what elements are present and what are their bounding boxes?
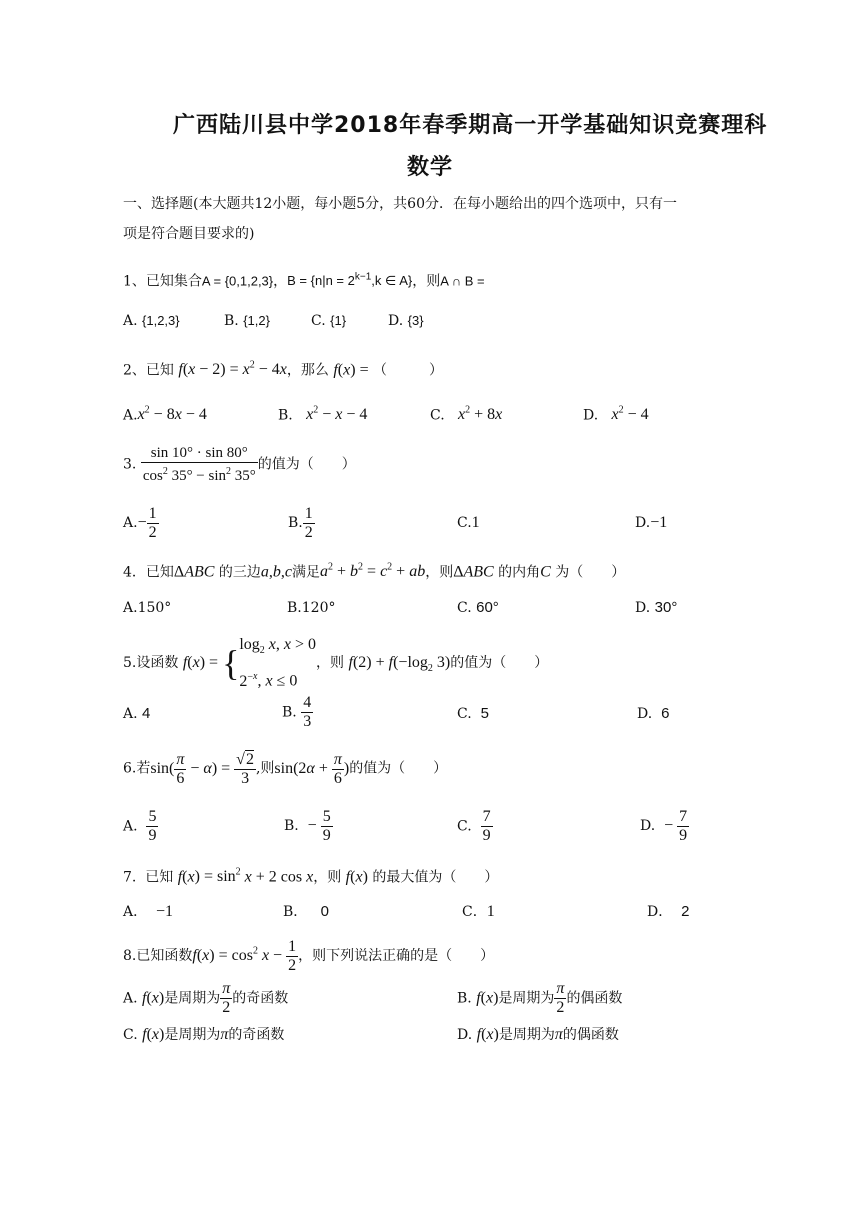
- answer-blank: （ ）: [373, 362, 444, 379]
- option-label: A．: [123, 904, 148, 920]
- option-label: C.: [123, 1027, 138, 1043]
- option-d[interactable]: [635, 600, 677, 616]
- option-text: 的偶函数: [562, 1027, 619, 1043]
- option-label: A.: [123, 407, 138, 424]
- option-b[interactable]: [283, 904, 329, 920]
- question-text: 的内角: [498, 564, 541, 581]
- option-math: $\frac{7}{9}$: [482, 808, 491, 844]
- question-5: [123, 632, 548, 695]
- option-math: $\frac{1}{2}$: [304, 505, 313, 541]
- option-label: B.: [457, 990, 472, 1007]
- option-d[interactable]: [388, 313, 424, 329]
- math-expr: $a^2 + b^2 = c^2$ + ab: [320, 562, 426, 581]
- option-text: 的奇函数: [232, 990, 289, 1007]
- question-number: 6.: [123, 760, 137, 777]
- option-d[interactable]: [647, 904, 689, 920]
- option-d[interactable]: [637, 706, 669, 722]
- option-a[interactable]: [123, 505, 159, 542]
- question-text: 已知: [145, 869, 174, 886]
- option-a[interactable]: [123, 600, 171, 616]
- question-text: ，则下列说法正确的是（ ）: [298, 948, 495, 965]
- option-text: 是周期为: [164, 1027, 221, 1043]
- question-7: [123, 865, 498, 885]
- question-number: 8.: [123, 948, 137, 965]
- option-label: B.: [288, 515, 303, 532]
- math-expr: a,b,c: [260, 563, 292, 581]
- option-b[interactable]: [224, 313, 270, 329]
- question-text: 已知: [145, 564, 174, 581]
- option-b[interactable]: [288, 505, 315, 542]
- option-text: 是周期为: [164, 990, 221, 1007]
- option-value: 6: [661, 705, 670, 722]
- option-value: 2: [681, 903, 690, 920]
- option-label: B.: [224, 313, 239, 329]
- option-math: −1: [650, 514, 668, 531]
- option-math: − $\frac{1}{2}$: [137, 505, 157, 541]
- math-expr: sin( $\frac{\pi}{6}$ − α) = $\frac{√2}{3}$: [150, 750, 254, 787]
- option-a[interactable]: [123, 808, 158, 845]
- option-label: A.: [123, 313, 138, 329]
- option-math: − $\frac{5}{9}$: [307, 808, 331, 844]
- option-math: $x^2 + 8x$: [458, 405, 503, 424]
- question-text: 满足: [292, 564, 320, 581]
- question-text: 已知集合: [145, 273, 202, 290]
- option-label: D.: [640, 818, 656, 835]
- question-number: 3.: [123, 456, 137, 473]
- option-d[interactable]: [640, 808, 689, 845]
- option-label: C．: [462, 904, 487, 920]
- question-text: 已知函数: [136, 948, 193, 965]
- option-value: 150°: [137, 600, 172, 616]
- question-6: [123, 750, 447, 788]
- option-label: B.: [282, 704, 297, 721]
- option-label: A.: [123, 515, 138, 532]
- option-math: $\frac{4}{3}$: [303, 694, 312, 730]
- option-b[interactable]: [457, 980, 622, 1017]
- option-text: 的奇函数: [228, 1027, 285, 1043]
- option-label: A.: [123, 600, 138, 616]
- option-c[interactable]: [457, 600, 499, 616]
- option-label: D．: [647, 904, 673, 920]
- option-label: A.: [123, 818, 138, 835]
- option-text: 是周期为: [498, 1027, 555, 1043]
- option-value: 60°: [476, 599, 499, 616]
- question-text: ，则: [313, 869, 342, 886]
- question-text: 若: [136, 760, 151, 777]
- question-number: 1、: [123, 273, 146, 290]
- option-b[interactable]: [287, 600, 335, 616]
- option-value: 1: [486, 903, 495, 920]
- page-title: 广西陆川县中学2018年春季期高一开学基础知识竞赛理科: [173, 113, 768, 138]
- set-b-tail: ,k ∈ A}: [371, 273, 413, 289]
- question-text: 的值为（ ）: [450, 654, 549, 671]
- page-subtitle: 数学: [407, 155, 454, 180]
- option-c[interactable]: [123, 1027, 284, 1043]
- math-expr: $f(2) + f(-\log_2$ 3): [348, 653, 451, 675]
- math-expr: $f(x) = \cos^2 x$ − $\frac{1}{2}$: [192, 938, 297, 974]
- math-expr: $f(x - 2) = x^2 - 4x$: [178, 360, 287, 379]
- option-math: f(x): [476, 1026, 499, 1043]
- option-value: 5: [480, 705, 489, 722]
- option-label: C.: [457, 600, 472, 616]
- option-value: 120°: [301, 600, 336, 616]
- option-a[interactable]: [123, 706, 150, 722]
- set-b: [287, 273, 412, 288]
- option-d[interactable]: [635, 515, 667, 531]
- option-label: C.: [457, 515, 472, 531]
- option-text: 是周期为: [498, 990, 555, 1007]
- separator: ，: [273, 273, 288, 290]
- option-c[interactable]: [457, 706, 489, 722]
- option-b[interactable]: [278, 403, 367, 423]
- option-math: π: [554, 1026, 563, 1043]
- option-label: C.: [311, 313, 326, 329]
- math-expr: f(x) =: [333, 361, 369, 379]
- math-piecewise: f(x) = { $\log_2 x$, x > 0 $2^{-x}$, x ≤ 0: [182, 636, 317, 690]
- section-instruction-line2: 项是符合题目要求的): [123, 226, 255, 242]
- intersection-expr: A ∩ B =: [440, 273, 485, 289]
- question-text: 的三边: [218, 564, 261, 581]
- question-number: 2、: [123, 362, 146, 379]
- option-label: A.: [123, 990, 138, 1007]
- set-b-exponent: k−1: [354, 272, 372, 283]
- option-label: B.: [287, 600, 302, 616]
- option-label: B.: [278, 407, 293, 424]
- question-text: ，则: [316, 654, 345, 671]
- option-math: $x^2 - 4$: [611, 405, 649, 424]
- option-value: {3}: [407, 313, 424, 328]
- option-label: C.: [457, 818, 472, 835]
- option-label: A.: [123, 706, 138, 722]
- option-value: {1,2}: [243, 313, 270, 328]
- option-d[interactable]: [457, 1027, 619, 1043]
- option-label: B.: [284, 818, 299, 835]
- option-math: $x^2 - x - 4$: [306, 405, 368, 424]
- question-4: [123, 560, 625, 580]
- option-math: $\frac{\pi}{2}$: [556, 980, 565, 1016]
- question-1: [123, 270, 485, 289]
- option-a[interactable]: [123, 313, 180, 329]
- question-text: ，那么: [286, 362, 329, 379]
- option-value: {1}: [330, 313, 347, 328]
- option-label: D.: [457, 1027, 473, 1043]
- math-expr: sin(2α + $\frac{\pi}{6}$ ): [274, 750, 350, 787]
- question-text: 已知: [145, 362, 174, 379]
- option-b[interactable]: [284, 808, 333, 845]
- math-expr: $f(x) = \sin^2 x + 2$ cos x: [177, 867, 314, 886]
- option-value: 4: [142, 705, 151, 722]
- option-b[interactable]: [282, 694, 313, 731]
- option-label: D.: [583, 407, 599, 424]
- option-c[interactable]: [311, 313, 346, 329]
- question-text: ，则: [425, 564, 454, 581]
- option-label: C.: [457, 706, 472, 722]
- set-b-head: B = {n|n = 2: [287, 273, 355, 289]
- section-instruction-line1: 一、选择题(本大题共12小题，每小题5分，共60分．在每小题给出的四个选项中，只有一: [123, 196, 677, 212]
- option-c[interactable]: [457, 515, 480, 531]
- option-label: B．: [283, 904, 308, 920]
- option-math: f(x): [142, 989, 165, 1007]
- option-value: −1: [156, 903, 174, 920]
- option-math: f(x): [142, 1026, 165, 1043]
- option-math: π: [220, 1026, 229, 1043]
- question-text: 设函数: [136, 654, 179, 671]
- question-text: 的最大值为（ ）: [372, 869, 499, 886]
- option-label: D.: [635, 600, 651, 616]
- option-math: $\frac{5}{9}$: [148, 808, 157, 844]
- option-text: 的偶函数: [566, 990, 623, 1007]
- question-number: 5.: [123, 654, 137, 671]
- option-c[interactable]: [430, 403, 502, 423]
- question-text: ，则: [412, 273, 441, 290]
- option-a[interactable]: [123, 403, 207, 423]
- question-3: [123, 444, 356, 485]
- option-a[interactable]: [123, 980, 288, 1017]
- question-text: 的值为（ ）: [349, 760, 448, 777]
- option-math: $x^2 - 8x - 4$: [137, 405, 207, 424]
- option-math: f(x): [476, 989, 499, 1007]
- math-fraction: $\frac{\sin 10^\circ \cdot \sin 80^\circ}{\cos^2 35^\circ - \sin^2 35^\circ}$: [142, 445, 256, 484]
- option-a[interactable]: [123, 904, 173, 920]
- option-c[interactable]: [462, 904, 495, 920]
- option-label: D.: [635, 515, 651, 531]
- option-d[interactable]: [583, 403, 649, 423]
- option-value: 30°: [654, 599, 678, 616]
- question-text: 的值为（ ）: [257, 456, 356, 473]
- option-value: 0: [320, 903, 329, 920]
- option-label: D.: [388, 313, 404, 329]
- math-expr: ΔABC: [453, 563, 494, 581]
- question-number: 7.: [123, 869, 137, 886]
- option-label: D.: [637, 706, 653, 722]
- question-8: [123, 938, 494, 975]
- option-math: $\frac{\pi}{2}$: [222, 980, 231, 1016]
- set-a: A = {0,1,2,3}: [201, 273, 274, 289]
- question-number: 4．: [123, 564, 146, 581]
- math-expr: C: [540, 563, 551, 581]
- question-text: ,则: [255, 760, 275, 777]
- question-text: 为（ ）: [555, 564, 626, 581]
- option-value: {1,2,3}: [142, 313, 180, 328]
- option-label: C.: [430, 407, 445, 424]
- option-math: 1: [471, 514, 480, 531]
- option-math: − $\frac{7}{9}$: [664, 808, 688, 844]
- question-2: [123, 358, 443, 378]
- option-c[interactable]: [457, 808, 493, 845]
- math-expr: f(x): [345, 868, 368, 886]
- math-expr: ΔABC: [173, 563, 215, 581]
